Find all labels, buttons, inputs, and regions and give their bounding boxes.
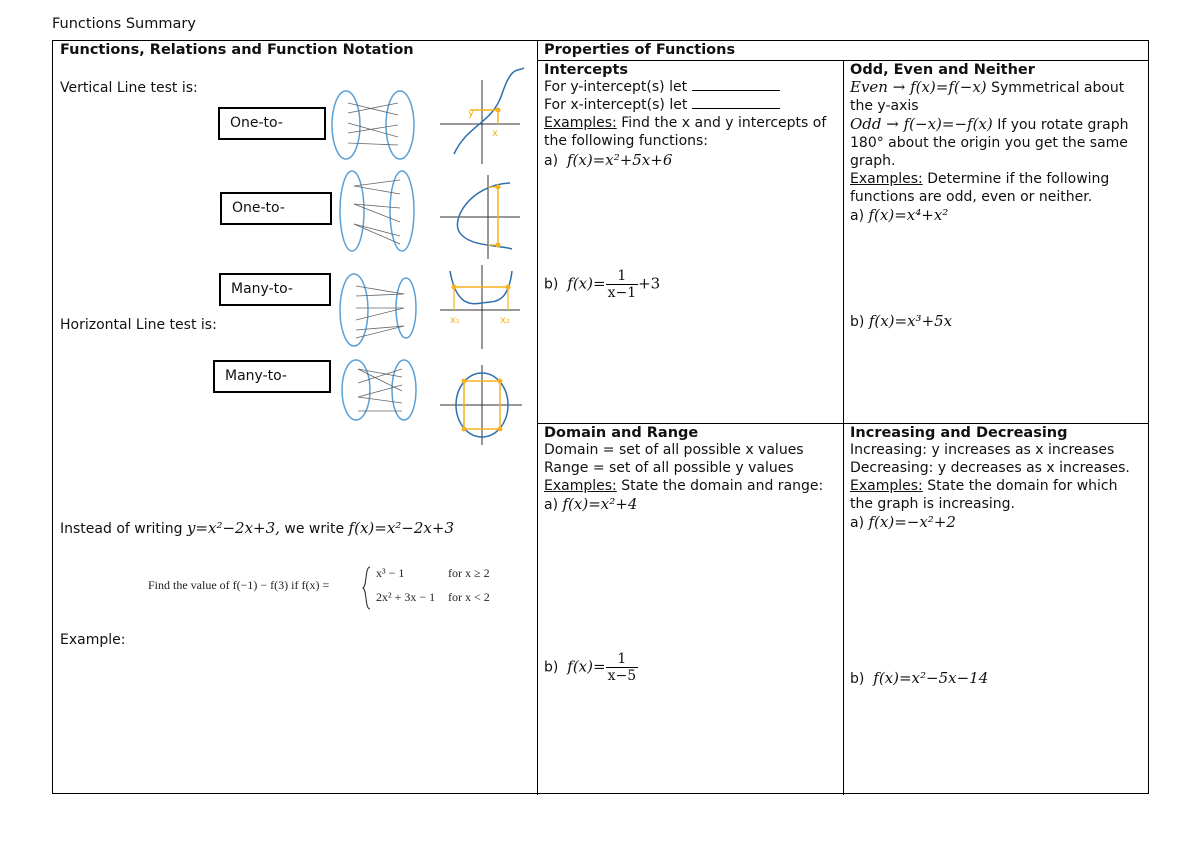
domain-range-a-label: a) [544,497,559,513]
intercepts-title: Intercepts [544,62,629,78]
even-expr: Even → f(x)=f(−x) [850,78,987,96]
domain-range-b-lhs: f(x)= [567,657,606,676]
odd-even-a-label: a) [850,208,865,224]
odd-even-b-label: b) [850,314,865,330]
graph-many-to-many [440,365,530,445]
odd-expr: Odd → f(−x)=−f(x) [850,115,993,133]
domain-range-a-expr: f(x)=x²+4 [562,495,638,513]
odd-even-b [850,312,952,331]
decreasing-text: Decreasing: y decreases as x increases. [850,460,1130,476]
many-to-many-box: Many-to- [213,360,331,393]
domain-range-b-den: x−5 [607,668,637,684]
intercepts-b-label: b) [544,276,559,293]
intercepts-examples-text: Find the x and y intercepts of the following functions: [544,115,827,149]
piecewise-brace [362,566,372,610]
piecewise-prompt: Find the value of f(−1) − f(3) if f(x) = [148,578,330,592]
graph-many-to-one [440,265,530,350]
domain-range-section [544,425,836,514]
many-to-one-box: Many-to- [219,273,331,306]
graph-one-to-one [440,66,530,166]
domain-range-examples-text: State the domain and range: [621,478,824,494]
inc-dec-section [850,425,1142,532]
notation-f-expr: f(x)=x²−2x+3 [348,519,454,537]
piecewise-problem [148,566,498,614]
header-divider [537,60,1148,61]
domain-range-examples-label: Examples: [544,478,617,494]
range-text: Range = set of all possible y values [544,460,794,476]
increasing-text: Increasing: y increases as x increases [850,442,1115,458]
example-label: Example: [60,632,126,648]
domain-range-b [544,651,638,684]
column-divider [537,41,538,795]
piece2-cond: for x < 2 [448,590,490,604]
odd-text: If you rotate graph 180° about the origin you get the same graph. [850,117,1129,169]
odd-even-examples-label: Examples: [850,171,923,187]
inc-dec-examples-label: Examples: [850,478,923,494]
odd-even-title: Odd, Even and Neither [850,62,1035,78]
right-heading: Properties of Functions [544,42,736,58]
intercepts-b [544,268,660,301]
function-notation-line [60,519,454,538]
intercepts-b-lhs: f(x)= [567,274,606,293]
intercepts-b-num: 1 [606,268,639,285]
mapping-diagram-3 [336,268,418,348]
inc-dec-b-expr: f(x)=x²−5x−14 [873,669,989,687]
notation-instead-text: Instead of writing [60,521,183,537]
inc-dec-examples-text: State the domain for which the graph is increasing. [850,478,1118,512]
domain-range-title: Domain and Range [544,425,699,441]
inc-dec-b [850,669,988,688]
notation-we-write-text: we write [284,521,345,537]
piece2-expr: 2x² + 3x − 1 [376,590,436,604]
odd-even-examples-text: Determine if the following functions are odd, even or neither. [850,171,1110,205]
intercepts-a-expr: f(x)=x²+5x+6 [566,151,673,169]
domain-text: Domain = set of all possible x values [544,442,804,458]
graph-x2-label: x₂ [500,315,510,326]
inc-dec-title: Increasing and Decreasing [850,425,1068,441]
horizontal-line-test-label: Horizontal Line test is: [60,317,217,333]
intercepts-b-den: x−1 [607,285,637,301]
intercepts-a-label: a) [544,153,559,169]
y-intercept-blank [692,78,780,91]
x-intercept-blank [692,96,780,109]
intercepts-b-fraction [606,268,639,301]
one-to-many-box: One-to- [220,192,332,225]
row-divider [537,423,1148,424]
notation-y-expr: y=x²−2x+3, [186,519,280,537]
mapping-diagram-4 [338,355,420,425]
x-intercept-line: For x-intercept(s) let [544,97,688,113]
mapping-diagram-2 [338,166,418,256]
subcolumn-divider [843,60,844,795]
graph-one-to-many [440,175,530,260]
odd-even-b-expr: f(x)=x³+5x [868,312,953,330]
graph-y-label: y [468,108,474,119]
intercepts-examples-label: Examples: [544,115,617,131]
inc-dec-b-label: b) [850,671,865,687]
odd-even-a-expr: f(x)=x⁴+x² [868,206,949,224]
graph-x1-label: x₁ [450,315,460,326]
inc-dec-a-expr: f(x)=−x²+2 [868,513,956,531]
left-heading: Functions, Relations and Function Notation [60,42,414,58]
one-to-one-box: One-to- [218,107,326,140]
odd-even-section [850,62,1142,225]
inc-dec-a-label: a) [850,515,865,531]
intercepts-section [544,62,836,170]
y-intercept-line: For y-intercept(s) let [544,79,688,95]
domain-range-b-label: b) [544,659,559,676]
domain-range-b-num: 1 [606,651,639,668]
document-title: Functions Summary [52,16,196,32]
vertical-line-test-label: Vertical Line test is: [60,80,198,96]
piece1-cond: for x ≥ 2 [448,566,490,580]
domain-range-b-fraction [606,651,639,684]
piece1-expr: x³ − 1 [376,566,405,580]
graph-x-label: x [492,128,498,139]
even-text: Symmetrical about the y-axis [850,80,1125,114]
mapping-diagram-1 [328,85,418,165]
intercepts-b-tail: +3 [638,274,661,293]
